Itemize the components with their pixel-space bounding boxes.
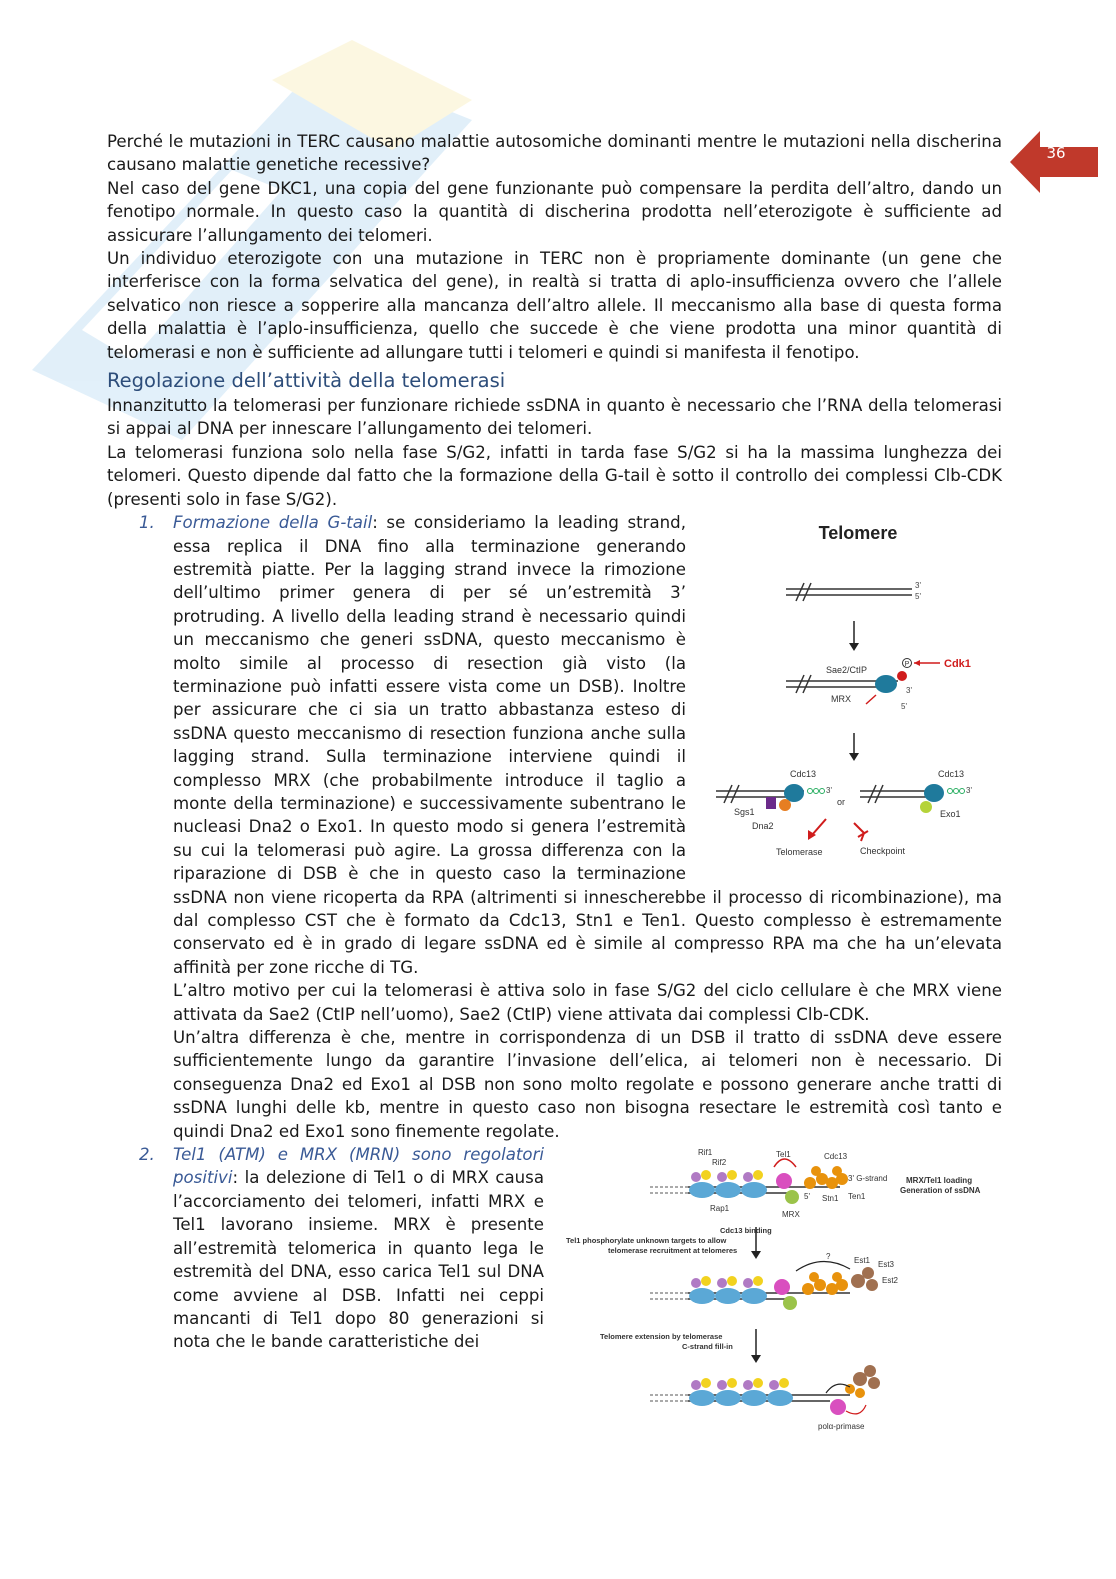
svg-text:3': 3' (906, 686, 912, 696)
svg-text:Exo1: Exo1 (940, 809, 961, 820)
list-item-2 (107, 1143, 1002, 1432)
svg-text:Est1: Est1 (854, 1256, 871, 1266)
svg-text:3': 3' (915, 581, 921, 591)
pol-alpha-primase (830, 1399, 846, 1415)
section-paragraph-1: Innanzitutto la telomerasi per funzionare richiede ssDNA in quanto è necessario che l’RNA della telomerasi si appai al DNA per innescare l’allungamento dei telomeri. (107, 396, 1002, 439)
svg-text:Tel1: Tel1 (776, 1150, 791, 1160)
list-item-text: : la delezione di Tel1 o di MRX causa l’accorciamento dei telomeri, infatti MRX e Tel1 lavorano insieme. MRX è presente all’estremità telomerica in quanto lega le estremità del DNA, esso carica Tel1 sul DNA come avviene al DSB. Infatti nei ceppi mancanti di Tel1 dopo 80 generazioni si nota che le bande caratteristiche dei (173, 1168, 544, 1352)
svg-text:Cdc13: Cdc13 (824, 1152, 848, 1162)
section-paragraph-2: La telomerasi funziona solo nella fase S/G2, infatti in tarda fase S/G2 si ha la massima lunghezza dei telomeri. Questo dipende dal fatto che la formazione della G-tail è sotto il controllo dei complessi Clb-CDK (presenti solo in fase S/G2). (107, 442, 1002, 509)
list-item-heading: Formazione della G-tail (173, 513, 373, 533)
svg-text:telomerase recruitment at telo: telomerase recruitment at telomeres (608, 1246, 738, 1256)
svg-text:Rap1: Rap1 (710, 1204, 730, 1214)
arrow-down-icon (849, 753, 859, 761)
svg-text:Telomere extension by telomera: Telomere extension by telomerase (600, 1332, 723, 1342)
svg-text:polα-primase: polα-primase (818, 1422, 865, 1432)
exo1-protein (920, 801, 932, 813)
svg-text:Est3: Est3 (878, 1260, 895, 1270)
svg-text:MRX/Tel1 loading: MRX/Tel1 loading (906, 1176, 973, 1186)
svg-text:Cdc13: Cdc13 (938, 769, 965, 780)
figure-title: Telomere (818, 523, 898, 544)
list-number: 1. (139, 513, 155, 533)
tel1-protein (776, 1173, 792, 1189)
arrow-down-icon (751, 1355, 761, 1363)
sgs1-protein (766, 797, 776, 809)
section-heading: Regolazione dell’attività della telomerasi (107, 369, 506, 393)
arrow-down-icon (751, 1251, 761, 1259)
cst-complex (804, 1166, 848, 1189)
list-item-text: : se consideriamo la leading strand, essa replica il DNA fino alla terminazione generando estremità piatte. Per la lagging strand invece la rimozione dell’ultimo primer genera di per sé un’estremità 3’ protruding. A livello della leading strand è necessario quindi un meccanismo che generi ssDNA, questo meccanismo è molto simile al processo di resection già visto (la terminazione può infatti essere vista come un DSB). Inoltre per assicurare che ci sia un tratto abbastanza esteso di ssDNA questo meccanismo di resection funziona anche sulla lagging strand. Sulla terminazione interviene quindi il complesso MRX (che probabilmente introduce il taglio a monte della terminazione) e successivamente subentrano le nucleasi Dna2 o Exo1. In questo modo si genera l’estremità su cui la telomerasi può agire. La grossa differenza con la riparazione di DSB è che in questo caso la terminazione ssDNA non viene ricoperta da RPA (altrimenti si innescherebbe il processo di ricombinazione), ma dal complesso CST che è formato da Cdc13, Stn1 e Ten1. Questo complesso è estremamente conservato ed è in grado di legare ssDNA ed è simile al compresso RPA ma che ha un’elevata affinità per zone ricche di TG. (173, 513, 1002, 977)
svg-text:Telomerase: Telomerase (776, 847, 823, 858)
svg-text:or: or (837, 797, 846, 808)
mrx-complex (785, 1190, 799, 1204)
telomerase-complex (851, 1267, 878, 1291)
intro-paragraph-terc: Un individuo eterozigote con una mutazione in TERC non è propriamente dominante (un gene che interferisce con la forma selvatica del gene), in realtà si tratta di aplo-insufficienza ovvero che l’allele selvatico non riesce a sopperire alla mancanza dell’altro allele. Il meccanismo alla base di questa forma della malattia è l’aplo-insufficienza, quello che succede è che viene prodotta una minor quantità di telomerasi e non è sufficiente ad allungare tutti i telomeri e quindi si manifesta il fenotipo. (107, 249, 1002, 362)
svg-text:Ten1: Ten1 (848, 1192, 866, 1202)
list-number: 2. (139, 1145, 155, 1165)
list-item-paragraph-3: Un’altra differenza è che, mentre in corrispondenza di un DSB il tratto di ssDNA deve essere sufficientemente lungo da garantire l’invasione dell’elica, ai telomeri non è necessario. Di conseguenza Dna2 ed Exo1 al DSB non sono molto regolate e possono generare anche tratti di ssDNA lunghi delle kb, mentre in questo caso non bisogna resectare le estremità così tanto e quindi Dna2 ed Exo1 sono finemente regolate. (173, 1028, 1002, 1141)
svg-text:P: P (904, 661, 910, 669)
intro-question: Perché le mutazioni in TERC causano malattie autosomiche dominanti mentre le mutazioni nella discherina causano malattie genetiche recessive? (107, 132, 1002, 175)
svg-text:Checkpoint: Checkpoint (860, 846, 906, 857)
svg-text:5': 5' (804, 1192, 810, 1202)
svg-text:C-strand fill-in: C-strand fill-in (682, 1342, 733, 1352)
svg-text:3': 3' (826, 786, 832, 796)
svg-text:Dna2: Dna2 (752, 821, 774, 832)
svg-text:?: ? (826, 1252, 831, 1262)
arrow-down-icon (849, 643, 859, 651)
page-number: 36 (1046, 144, 1066, 162)
tel1-mrx-figure (560, 1143, 1002, 1443)
svg-text:Generation of ssDNA: Generation of ssDNA (900, 1186, 981, 1196)
svg-text:Cdc13: Cdc13 (790, 769, 817, 780)
svg-text:Est2: Est2 (882, 1276, 899, 1286)
document-body (107, 130, 1002, 1443)
intro-paragraph-dkc1: Nel caso del gene DKC1, una copia del gene funzionante può compensare la perdita dell’altro, dando un fenotipo normale. In questo caso la quantità di discherina prodotta nell’eterozigote è sufficiente ad assicurare l’allungamento dei telomeri. (107, 178, 1002, 245)
svg-text:Sae2/CtIP: Sae2/CtIP (826, 665, 868, 676)
telomere-figure (708, 515, 1000, 885)
svg-text:Rif1: Rif1 (698, 1148, 713, 1158)
svg-text:3' G-strand: 3' G-strand (848, 1174, 888, 1184)
svg-text:Stn1: Stn1 (822, 1194, 839, 1204)
svg-text:MRX: MRX (831, 694, 851, 705)
mrx-complex (875, 675, 897, 693)
list-item-1 (107, 511, 1002, 1143)
svg-text:MRX: MRX (782, 1210, 800, 1220)
sae2-protein (897, 671, 907, 681)
svg-text:Cdc13 binding: Cdc13 binding (720, 1226, 772, 1236)
svg-text:5': 5' (901, 702, 907, 712)
svg-text:Tel1 phosphorylate unknown tar: Tel1 phosphorylate unknown targets to allow (566, 1236, 727, 1246)
svg-text:5': 5' (915, 592, 921, 602)
page-number-badge (1010, 131, 1098, 193)
svg-text:3': 3' (966, 786, 972, 796)
list-item-paragraph-2: L’altro motivo per cui la telomerasi è attiva solo in fase S/G2 del ciclo cellulare è che MRX viene attivata da Sae2 (CtIP nell’uomo), Sae2 (CtIP) viene attivata dai complessi Clb-CDK. (173, 981, 1002, 1024)
rap1-proteins (689, 1170, 767, 1198)
svg-text:Rif2: Rif2 (712, 1158, 727, 1168)
list-item-heading: Tel1 (ATM) e MRX (MRN) sono regolatori positivi (173, 1145, 544, 1188)
svg-text:Cdk1: Cdk1 (944, 658, 971, 671)
svg-text:Sgs1: Sgs1 (734, 807, 755, 818)
